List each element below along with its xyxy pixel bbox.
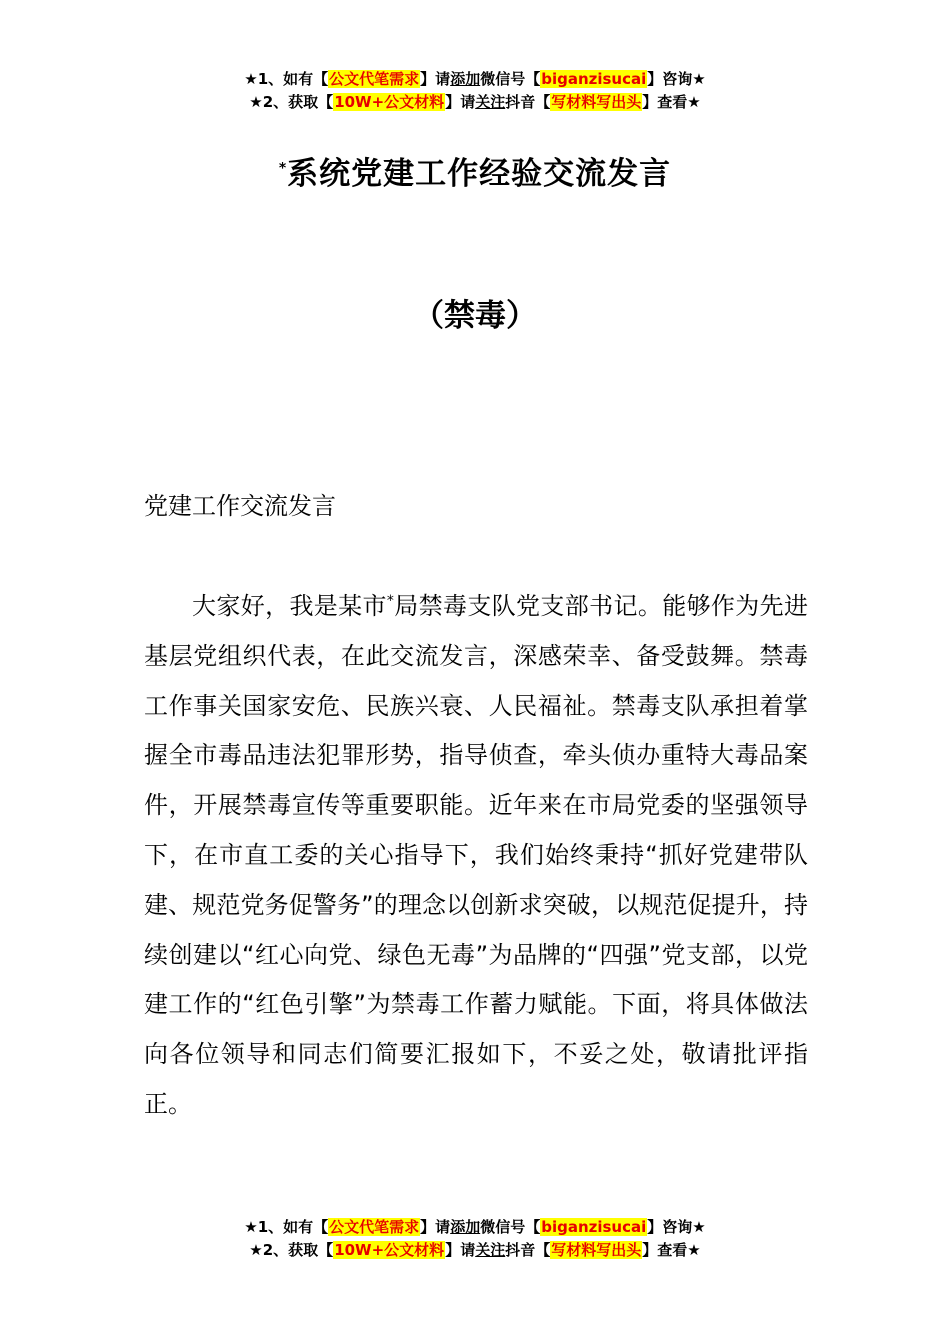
banner-text: 微信号【 xyxy=(480,1218,541,1236)
underlined-text: 关注 xyxy=(475,93,506,111)
banner-line-2 xyxy=(0,91,950,114)
underlined-text: 添加 xyxy=(450,1218,481,1236)
banner-text: 】查看★ xyxy=(642,93,701,111)
banner-text: 】查看★ xyxy=(642,1241,701,1259)
paragraph-text: 局禁毒支队党支部书记。能够作为先进基层党组织代表，在此交流发言，深感荣幸、备受鼓舞。禁毒工作事关国家安危、民族兴衰、人民福祉。禁毒支队承担着掌握全市毒品违法犯罪形势，指导侦查，牵头侦办重特大毒品案件，开展禁毒宣传等重要职能。近年来在市局党委的坚强领导下，在市直工委的关心指导下，我们始终秉持“抓好党建带队建、规范党务促警务”的理念以创新求突破，以规范促提升，持续创建以“红心向党、绿色无毒”为品牌的“四强”党支部，以党建工作的“红色引擎”为禁毒工作蓄力赋能。下面，将具体做法向各位领导和同志们简要汇报如下，不妥之处，敬请批评指正。 xyxy=(144,592,809,1118)
banner-line-2 xyxy=(0,1239,950,1262)
highlight-materials: 10W+公文材料 xyxy=(334,93,445,111)
highlight-ghostwriting: 公文代笔需求 xyxy=(329,70,420,88)
banner-line-1 xyxy=(0,1216,950,1239)
title-mark: * xyxy=(278,160,288,177)
underlined-text: 关注 xyxy=(475,1241,506,1259)
banner-text: 】咨询★ xyxy=(647,1218,706,1236)
banner-text: 】请 xyxy=(445,93,476,111)
banner-text: 】请 xyxy=(420,70,451,88)
highlight-douyin: 写材料写出头 xyxy=(551,93,642,111)
footer-banner xyxy=(0,1216,950,1262)
document-title xyxy=(0,148,950,193)
banner-line-1 xyxy=(0,68,950,91)
banner-text: 】咨询★ xyxy=(647,70,706,88)
banner-text: 微信号【 xyxy=(480,70,541,88)
banner-text: ★2、获取【 xyxy=(249,93,334,111)
underlined-text: 添加 xyxy=(450,70,481,88)
body-paragraph xyxy=(144,582,808,1130)
paragraph-mark: * xyxy=(386,593,394,609)
banner-text: 抖音【 xyxy=(505,1241,551,1259)
banner-text: 抖音【 xyxy=(505,93,551,111)
banner-text: 】请 xyxy=(445,1241,476,1259)
banner-text: ★1、如有【 xyxy=(244,1218,329,1236)
banner-text: ★2、获取【 xyxy=(249,1241,334,1259)
highlight-wechat-id: biganzisucai xyxy=(541,70,647,88)
highlight-materials: 10W+公文材料 xyxy=(334,1241,445,1259)
document-subtitle: （禁毒） xyxy=(413,298,537,334)
highlight-douyin: 写材料写出头 xyxy=(551,1241,642,1259)
header-banner xyxy=(0,68,950,114)
banner-text: 】请 xyxy=(420,1218,451,1236)
section-heading: 党建工作交流发言 xyxy=(144,492,336,520)
title-text: 系统党建工作经验交流发言 xyxy=(287,156,672,192)
highlight-wechat-id: biganzisucai xyxy=(541,1218,647,1236)
banner-text: ★1、如有【 xyxy=(244,70,329,88)
highlight-ghostwriting: 公文代笔需求 xyxy=(329,1218,420,1236)
paragraph-text: 大家好，我是某市 xyxy=(192,592,387,620)
